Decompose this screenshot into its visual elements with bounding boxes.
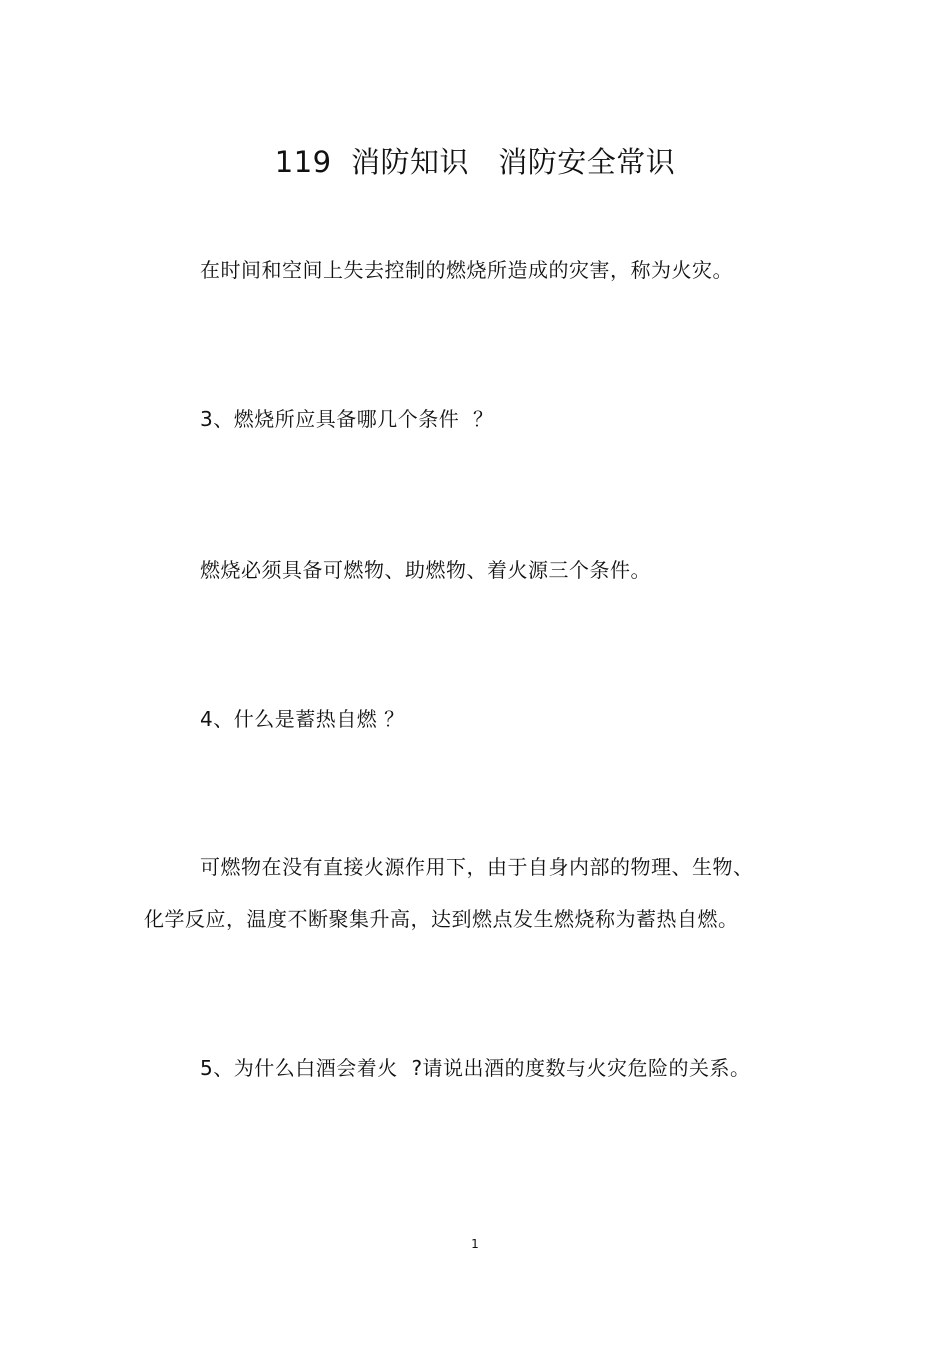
question-3: 3、燃烧所应具备哪几个条件 ？ — [200, 407, 494, 431]
question-5: 5、为什么白酒会着火 ?请说出酒的度数与火灾危险的关系。 — [200, 1056, 751, 1080]
answer-4-line-1: 可燃物在没有直接火源作用下，由于自身内部的物理、生物、 — [200, 855, 754, 879]
page-title: 119 消防知识 消防安全常识 — [274, 145, 676, 179]
answer-3: 燃烧必须具备可燃物、助燃物、着火源三个条件。 — [200, 558, 651, 582]
paragraph-fire-definition: 在时间和空间上失去控制的燃烧所造成的灾害，称为火灾。 — [200, 258, 733, 282]
question-4: 4、什么是蓄热自燃 ？ — [200, 707, 405, 731]
answer-4-line-2: 化学反应，温度不断聚集升高，达到燃点发生燃烧称为蓄热自燃。 — [144, 907, 739, 931]
page-number: 1 — [471, 1237, 479, 1251]
